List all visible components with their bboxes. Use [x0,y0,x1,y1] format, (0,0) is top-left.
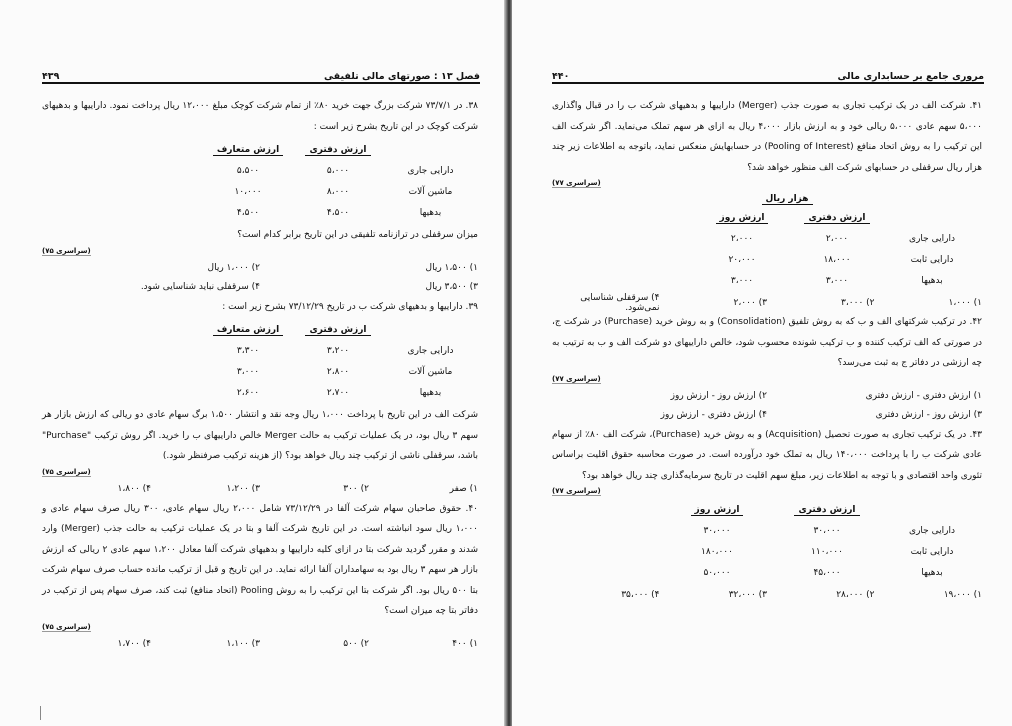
unit-row [552,191,982,207]
row-label: بدهیها [419,387,442,398]
col-fair-value: ارزش متعارف [213,325,283,336]
question-43 [552,425,982,605]
fair-value: ۳،۰۰۰ [730,275,754,286]
page-content [552,96,982,604]
table-row [42,160,478,181]
right-page [512,0,1012,726]
option-2: ۲) ۵۰۰ [343,639,369,649]
options-row [42,278,478,297]
option-3: ۳) ۱،۲۰۰ [226,484,260,494]
option-1: ۱) ارزش دفتری - ارزش دفتری [865,391,982,401]
values-table [42,319,478,403]
fair-value: ۵۰،۰۰۰ [703,567,731,578]
options-row [552,585,982,604]
page-number: ۴۴۰ [552,71,570,82]
question-text: ۴۰. حقوق صاحبان سهام شرکت آلفا در ۷۳/۱۲/۲۹ شامل ۲،۰۰۰ ریال سهام عادی، ۳۰۰ ریال صرف سهام عادی و ۱،۰۰۰ ریال سود انباشته است. در این تاریخ شرکت آلفا و بتا در یک عملیات ترکیب به حالت جذب (Merger) وارد شدند و مقرر گردید شرکت بتا در ازای کلیه داراییها و بدهیهای شرکت آلفا معادل ۱،۲۰۰ سهم عادی ۲ ریالی که ارزش بازار هر سهم ۳ ریال بود به سهامداران آلفا ارائه نماید. در این تاریخ و قبل از ترکیب مانده حساب صرف سهام شرکت بتا ۵۰۰ ریال بود. اگر شرکت بتا این ترکیب را به روش Pooling (اتحاد منافع) ثبت کند، صرف سهام پس از ترکیب در دفاتر بتا چه میزان است؟ [42,503,478,616]
book-value: ۱۸،۰۰۰ [823,254,851,265]
fair-value: ۳،۰۰۰ [236,366,260,377]
book-value: ۳،۲۰۰ [326,345,350,356]
fair-value: ۴،۵۰۰ [236,207,260,218]
options-row [42,480,478,499]
col-book-value: ارزش دفتری [794,505,859,516]
table-row [42,382,478,403]
fair-value: ۱۸۰،۰۰۰ [701,546,733,557]
option-2: ۲) ۳،۰۰۰ [841,297,875,308]
option-2: ۲) ۲۸،۰۰۰ [836,589,875,600]
question-prompt: میزان سرقفلی در ترازنامه تلفیقی در این تاریخ برابر کدام است؟ [237,230,478,240]
row-label: بدهیها [419,207,442,218]
book-value: ۸،۰۰۰ [326,186,350,197]
option-3: ۳) ۲،۰۰۰ [733,297,767,308]
col-fair-value: ارزش روز [691,505,744,516]
table-row [552,249,982,270]
source-tag: (سراسری ۷۷) [552,374,601,383]
table-header [42,319,478,340]
option-1: ۱) ۱۹،۰۰۰ [943,589,982,600]
page-content [42,96,478,654]
table-row [42,181,478,202]
question-42 [552,312,982,425]
option-3: ۳) ۱،۱۰۰ [226,639,260,649]
question-text: ۳۸. در ۷۳/۷/۱ شرکت بزرگ جهت خرید ۸۰٪ از تمام شرکت کوچک مبلغ ۱۲،۰۰۰ ریال پرداخت نمود. داراییها و بدهیهای شرکت کوچک در این تاریخ بشرح زیر است : [42,101,478,132]
fair-value: ۳۰،۰۰۰ [703,525,731,536]
book-value: ۴،۵۰۰ [326,207,350,218]
option-2: ۲) ۳۰۰ [343,484,369,494]
row-label: دارایی جاری [909,525,955,536]
row-label: بدهیها [921,275,943,286]
options-row [42,635,478,654]
option-4: ۴) ۱،۷۰۰ [117,639,151,649]
option-2: ۲) ارزش روز - ارزش روز [670,391,767,401]
question-prompt: شرکت الف در این تاریخ با پرداخت ۱،۰۰۰ ریال وجه نقد و انتشار ۱،۵۰۰ برگ سهام عادی دو ریالی که ارزش بازار هر سهم ۳ ریال بود، در یک عملیات ترکیب به حالت Merger خالص داراییهای ب را خرید. اگر روش ترکیب "Purchase" باشد، سرقفلی ناشی از ترکیب چند ریال خواهد بود؟ (از هزینه ترکیب صرفنظر شود.) [42,410,478,461]
book-value: ۳،۰۰۰ [825,275,849,286]
table-row [42,361,478,382]
row-label: بدهیها [921,567,943,578]
option-3: ۳) ۳،۵۰۰ ریال [425,282,478,292]
fair-value: ۱۰،۰۰۰ [234,186,262,197]
book-value: ۳۰،۰۰۰ [813,525,841,536]
page-number: ۴۳۹ [42,71,60,82]
option-1: ۱) صفر [449,484,478,494]
book-value: ۲،۷۰۰ [326,387,350,398]
option-4: ۴) ۱،۸۰۰ [117,484,151,494]
question-text: ۴۲. در ترکیب شرکتهای الف و ب که به روش تلفیق (Consolidation) و به روش خرید (Purchase) در شرکت ج، در صورتی که الف ترکیب کننده و ب ترکیب شونده محسوب شود، خالص داراییهای دو شرکت الف و ب به ترتیب به چه ارزشی در دفاتر ج به ثبت می‌رسد؟ [552,317,982,368]
option-4: ۴) ارزش دفتری - ارزش روز [660,410,767,420]
row-label: دارایی ثابت [910,546,954,557]
row-label: دارایی جاری [407,345,454,356]
options-row [42,259,478,278]
table-row [552,228,982,249]
row-label: دارایی جاری [909,233,955,244]
book-value: ۲،۸۰۰ [326,366,350,377]
book-value: ۵،۰۰۰ [326,165,350,176]
fair-value: ۲۰،۰۰۰ [728,254,756,265]
fair-value: ۵،۵۰۰ [236,165,260,176]
col-book-value: ارزش دفتری [305,325,370,336]
book-title: مروری جامع بر حسابداری مالی [837,71,984,82]
table-header [552,499,982,520]
fair-value: ۲،۶۰۰ [236,387,260,398]
source-tag: (سراسری ۷۵) [42,622,91,631]
option-4: ۴) سرقفلی نباید شناسایی شود. [140,282,260,292]
col-fair-value: ارزش متعارف [213,145,283,156]
question-40 [42,499,478,654]
row-label: دارایی جاری [407,165,454,176]
options-row [552,387,982,406]
option-1: ۱) ۱،۰۰۰ [948,297,982,308]
question-text: ۴۳. در یک ترکیب تجاری به صورت تحصیل (Acquisition) و به روش خرید (Purchase)، شرکت الف ۸۰٪ از سهام عادی شرکت ب را با پرداخت ۱۴۰،۰۰۰ ریال به تملک خود درآورده است. در صورت محاسبه حقوق اقلیت براساس تئوری واحد اقتصادی و با توجه به اطلاعات زیر، مبلغ سهم اقلیت در تاریخ سرمایه‌گذاری چند ریال خواهد بود؟ [552,429,983,481]
fair-value: ۳،۳۰۰ [236,345,260,356]
option-4: ۴) ۳۵،۰۰۰ [621,589,660,600]
option-3: ۳) ارزش روز - ارزش دفتری [875,410,982,420]
running-header [552,66,984,84]
values-table [42,139,478,223]
source-tag: (سراسری ۷۷) [552,179,601,187]
option-3: ۳) ۳۲،۰۰۰ [728,589,767,600]
row-label: ماشین آلات [408,366,453,377]
question-41 [552,96,982,312]
table-header [552,207,982,228]
question-text: ۳۹. داراییها و بدهیهای شرکت ب در تاریخ ۷۳/۱۲/۲۹ بشرح زیر است : [222,301,478,312]
book-value: ۴۵،۰۰۰ [813,567,841,578]
source-tag: (سراسری ۷۵) [42,467,91,476]
values-table [552,191,982,291]
table-row [42,202,478,223]
table-header [42,139,478,160]
table-row [552,562,982,583]
chapter-title: فصل ۱۳ : صورتهای مالی تلفیقی [324,71,480,82]
question-38 [42,96,478,297]
table-row [42,340,478,361]
table-row [552,520,982,541]
question-text: ۴۱. شرکت الف در یک ترکیب تجاری به صورت جذب (Merger) داراییها و بدهیهای شرکت ب را در قبال واگذاری ۵،۰۰۰ سهم عادی ۵،۰۰۰ ریالی خود و به ارزش بازار ۴،۰۰۰ ریال به ازای هر سهم تملک می‌نماید. اگر شرکت الف این ترکیب را به روش اتحاد منافع (Pooling of Interest) در حسابهایش منعکس نماید، باتوجه به اطلاعات زیر چند هزار ریال سرقفلی در حسابهای شرکت الف منظور خواهد شد؟ [552,101,982,173]
col-book-value: ارزش دفتری [804,213,869,224]
source-tag: (سراسری ۷۵) [42,246,91,255]
options-row [552,406,982,425]
options-row [552,293,982,312]
values-table [552,499,982,583]
running-header [42,66,480,84]
option-1: ۱) ۱،۵۰۰ ریال [425,263,478,273]
option-4: ۴) سرقفلی شناسایی نمی‌شود. [580,292,660,313]
col-fair-value: ارزش روز [716,213,769,224]
col-book-value: ارزش دفتری [305,145,370,156]
unit-label: هزار ریال [762,194,813,205]
book-value: ۱۱۰،۰۰۰ [811,546,843,557]
option-2: ۲) ۱،۰۰۰ ریال [207,263,260,273]
row-label: دارایی ثابت [910,254,954,265]
table-row [552,541,982,562]
fair-value: ۲،۰۰۰ [730,233,754,244]
option-1: ۱) ۴۰۰ [452,639,478,649]
page-edge-mark [40,706,41,720]
table-row [552,270,982,291]
book-value: ۲،۰۰۰ [825,233,849,244]
row-label: ماشین آلات [408,186,453,197]
question-39 [42,297,478,499]
source-tag: (سراسری ۷۷) [552,487,601,495]
